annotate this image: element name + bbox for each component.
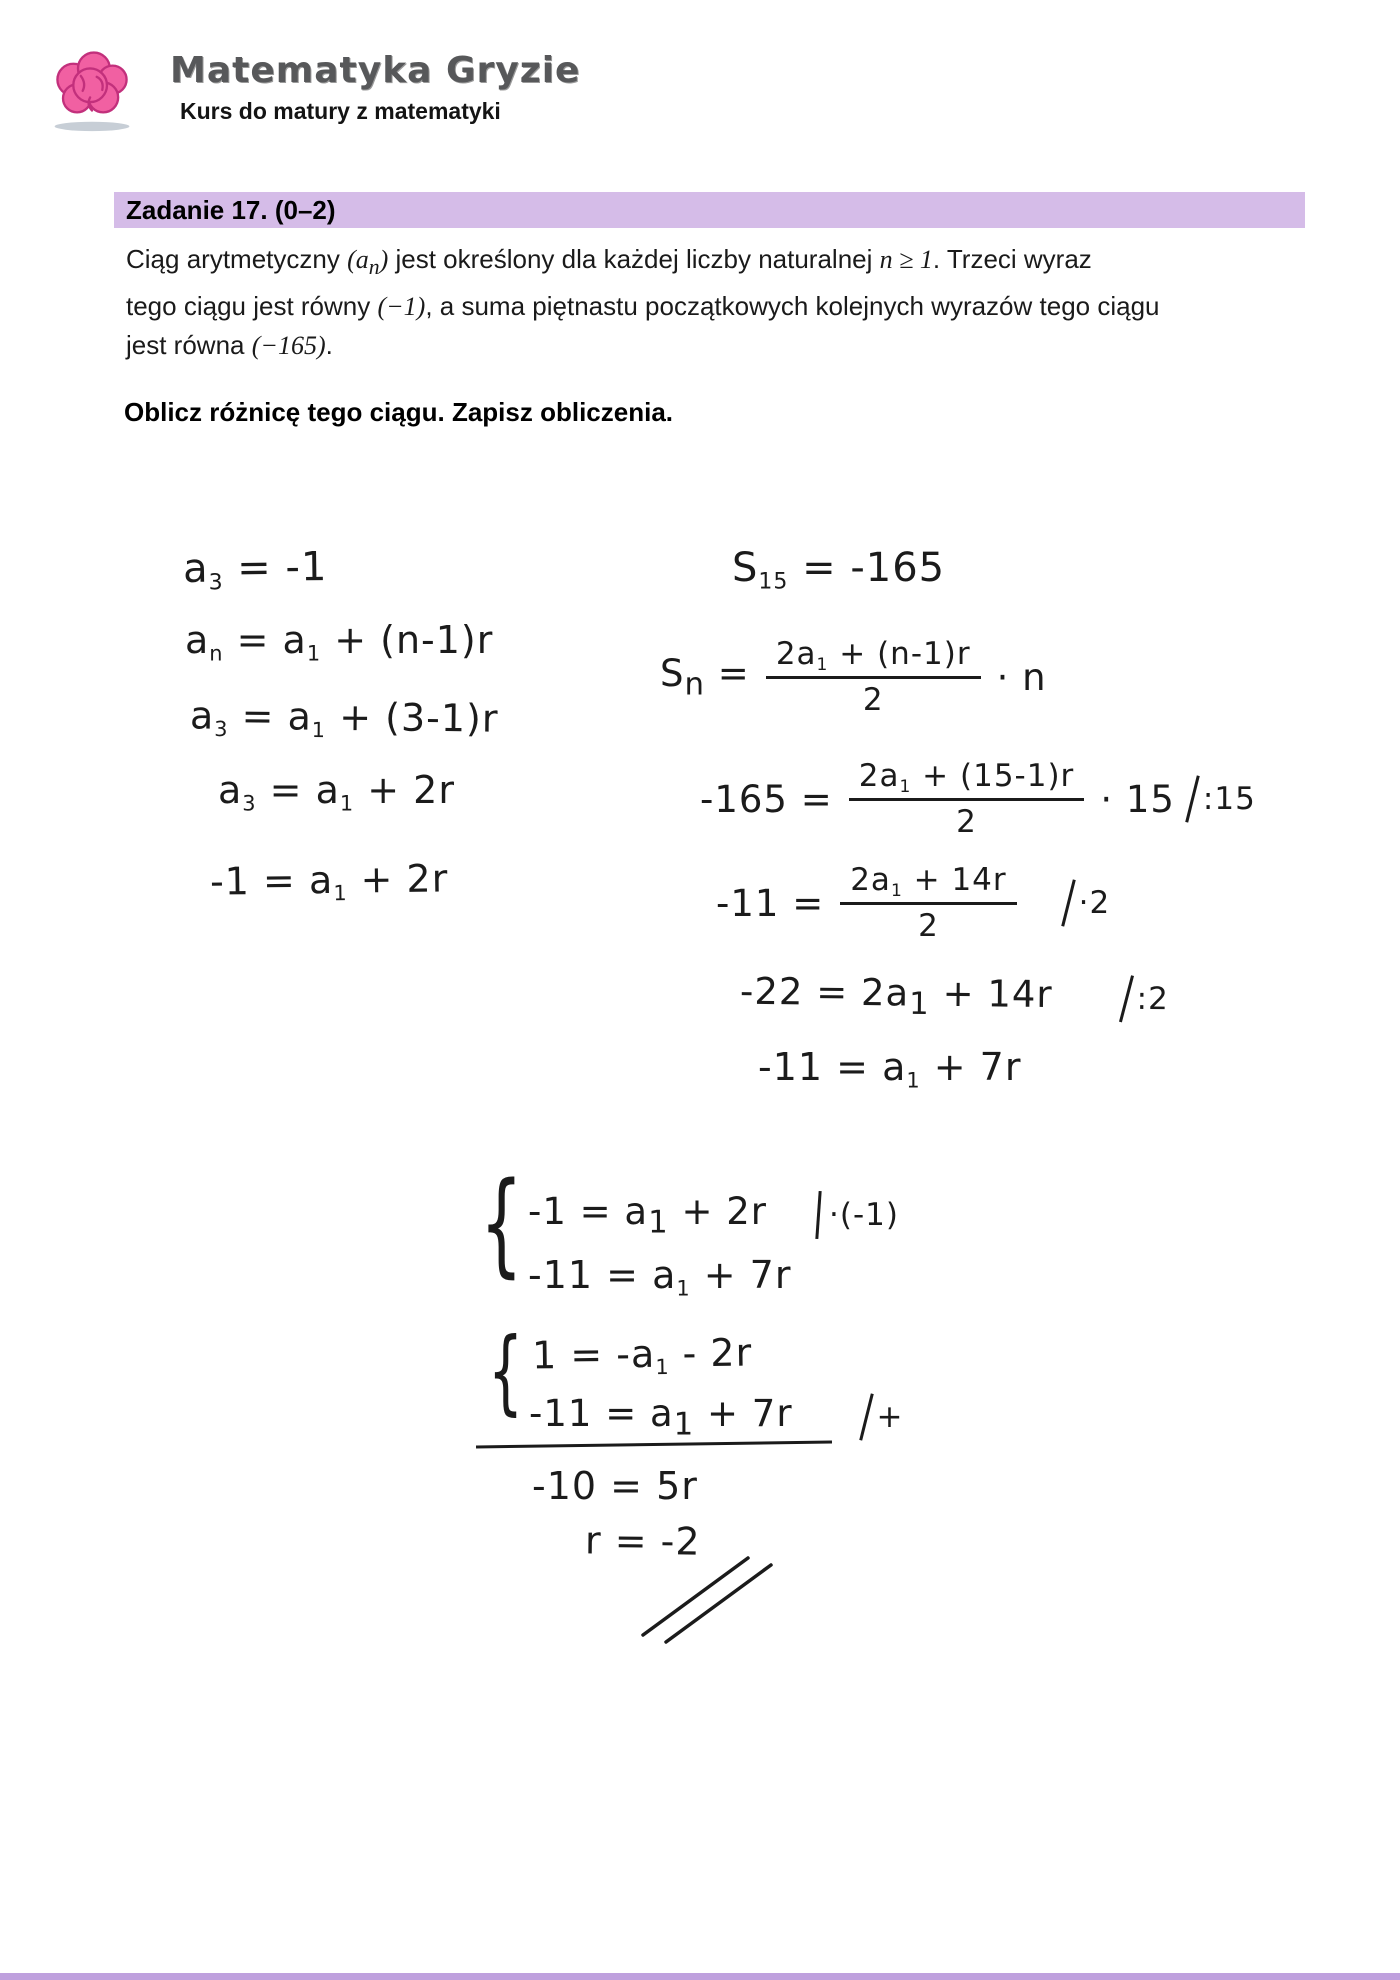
statement-line: jest równa (−165). (126, 330, 333, 361)
hw-eq-165 (700, 758, 1256, 840)
fraction-numerator: $2a_1 + (n-1)r$ (766, 636, 981, 679)
fraction-numerator: $2a_1 + 14r$ (840, 862, 1016, 905)
hw-eq165-lhs: -165 = (700, 777, 833, 821)
hw-system2-line2 (529, 1392, 904, 1442)
hw-eq-11 (716, 862, 1110, 944)
hw-eq165-multiplier: · 15 (1100, 777, 1175, 821)
hw-sys1-eq1: $-1 = a_1 + 2r$ (528, 1190, 767, 1241)
task-banner (114, 192, 1305, 228)
hw-s15-given: $S_{15} = -165$ (732, 545, 946, 595)
hw-sn-formula (660, 636, 1047, 718)
hw-divide-marker: :2 (1124, 975, 1169, 1023)
brain-icon (44, 46, 140, 132)
slash-icon (1061, 879, 1076, 926)
fraction (766, 636, 981, 718)
hw-divide-marker: :15 (1191, 775, 1256, 823)
slash-icon (1119, 975, 1134, 1022)
hw-equation-1: $-1 = a_1 + 2r$ (209, 856, 449, 906)
hw-a3-given: $a_3 = -1$ (182, 543, 328, 596)
vertical-bar-icon (815, 1191, 821, 1239)
statement-line: tego ciągu jest równy (−1), a suma piętnastu początkowych kolejnych wyrazów tego ciągu (126, 291, 1160, 322)
hw-sn-multiplier: · n (996, 655, 1047, 699)
check-flourish-icon (628, 1540, 778, 1650)
hw-eq22-text: $-22 = 2a_1 + 14r$ (739, 969, 1053, 1023)
task-banner-label: Zadanie 17. (0–2) (126, 194, 336, 225)
slash-icon (1185, 775, 1200, 822)
hw-final-answer: r = -2 (584, 1518, 701, 1564)
brace-icon: { (488, 1318, 524, 1425)
fraction-denominator: 2 (956, 804, 977, 840)
hw-sys2-eq2: $-11 = a_1 + 7r$ (529, 1392, 793, 1443)
slash-icon (859, 1394, 874, 1441)
statement-line: Ciąg arytmetyczny $(a_n)$ jest określony dla każdej liczby naturalnej n ≥ 1. Trzeci wyraz (126, 244, 1092, 280)
hw-eq-11b: $-11 = a_1 + 7r$ (758, 1045, 1022, 1093)
hw-system1-line2: $-11 = a_1 + 7r$ (528, 1253, 792, 1301)
problem-statement (126, 240, 1160, 365)
hw-system1-line1 (528, 1190, 899, 1240)
hw-eq11-lhs: -11 = (716, 881, 825, 925)
fraction (840, 862, 1016, 944)
fraction-numerator: $2a_1 + (15-1)r$ (849, 758, 1085, 801)
fraction (849, 758, 1085, 840)
brand-title: Matematyka Gryzie (170, 50, 581, 91)
task-instruction: Oblicz różnicę tego ciągu. Zapisz obliczenia. (124, 397, 673, 427)
hw-sum-result: -10 = 5r (532, 1464, 698, 1508)
hw-a3-simplified: $a_3 = a_1 + 2r$ (218, 768, 455, 816)
hw-nth-term-formula: $a_n = a_1 + (n-1)r$ (185, 618, 494, 666)
hw-a3-expanded: $a_3 = a_1 + (3-1)r$ (189, 693, 499, 743)
fraction-denominator: 2 (918, 908, 939, 944)
hw-system2-line1: $1 = -a_1 - 2r$ (531, 1330, 753, 1380)
footer-bar (0, 1973, 1400, 1980)
brace-icon: { (480, 1159, 523, 1289)
fraction-denominator: 2 (862, 682, 884, 718)
brand-subtitle: Kurs do matury z matematyki (180, 98, 501, 124)
hw-eq-22 (740, 970, 1169, 1025)
hw-multiply-marker: ·2 (1067, 879, 1111, 927)
hw-add-marker: + (865, 1393, 904, 1441)
hw-sn-lhs: $S_n$ = (660, 651, 750, 703)
hw-multiply-marker: ·(-1) (817, 1191, 899, 1239)
